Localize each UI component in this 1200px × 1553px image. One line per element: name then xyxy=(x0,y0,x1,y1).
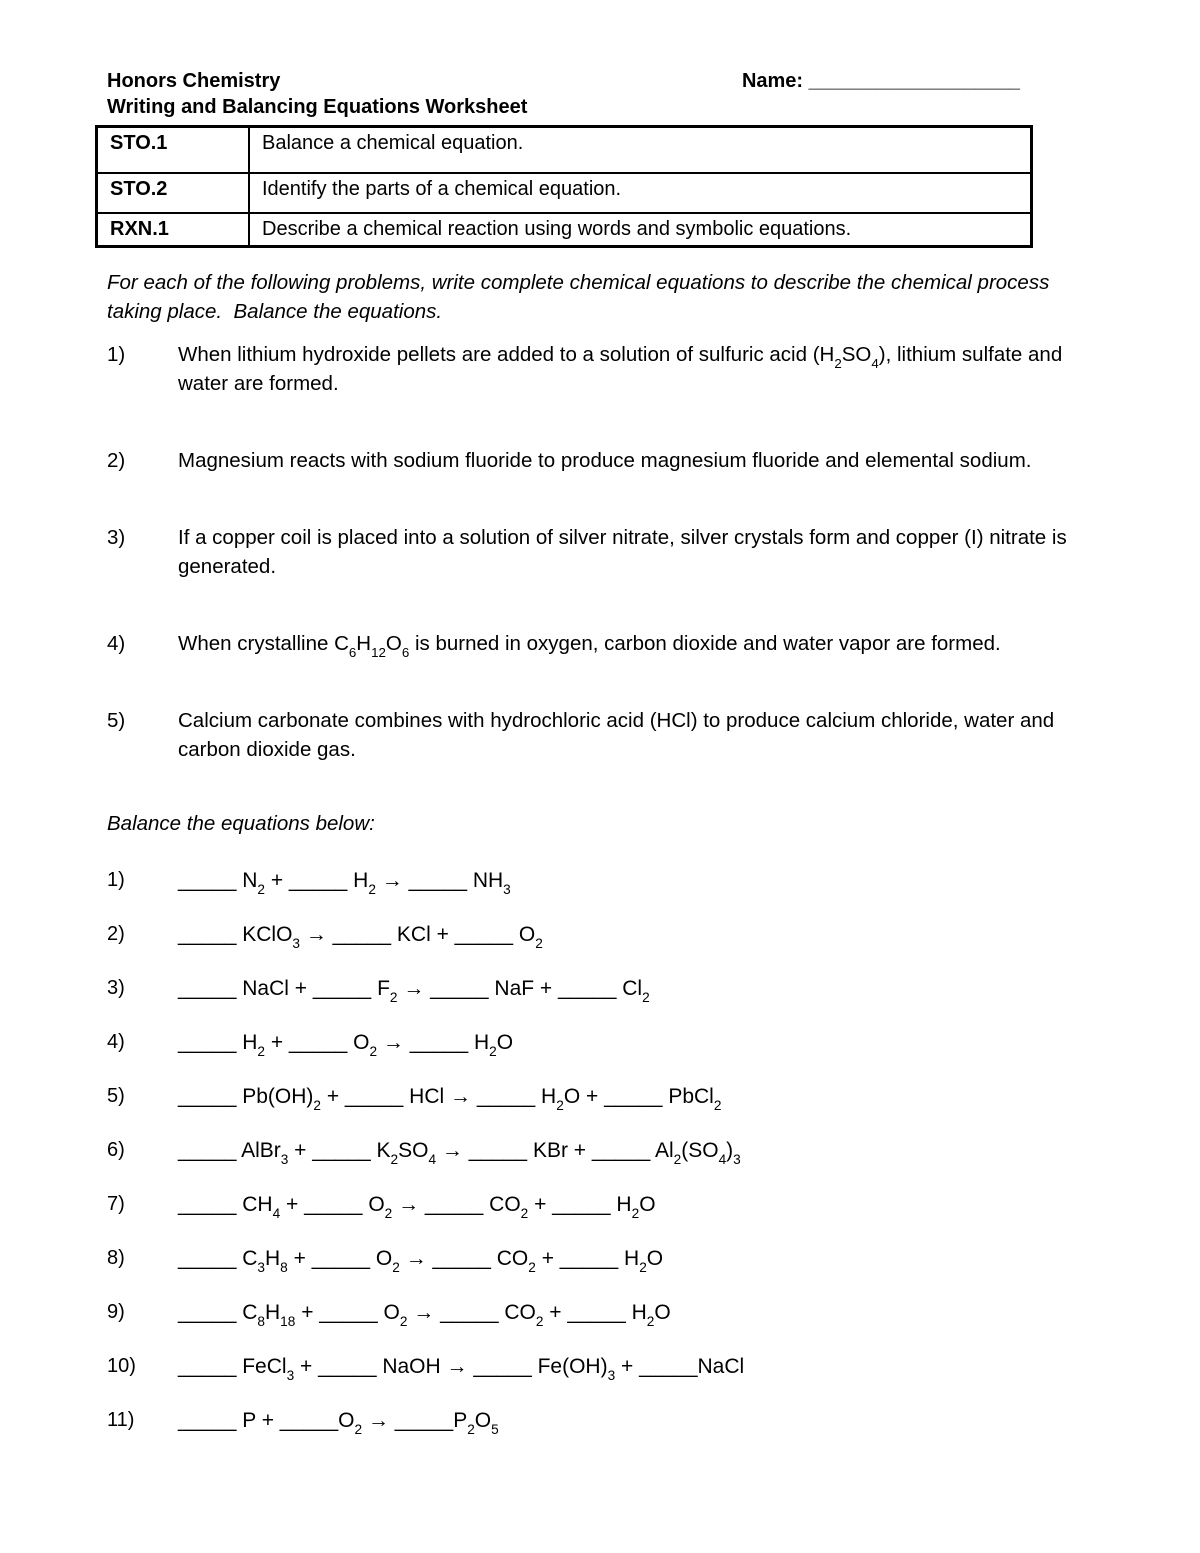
equation-formula: _____ $C_3H_8$ + _____ $O_2$ → _____ $CO_2$ + _____ $H_2O$ xyxy=(178,1247,664,1275)
objective-code: STO.1 xyxy=(97,127,250,174)
objectives-table xyxy=(95,125,1033,248)
equation-row xyxy=(107,1136,1105,1165)
objective-code: STO.2 xyxy=(97,173,250,213)
equation-row xyxy=(107,1082,1105,1111)
equation-row xyxy=(107,1028,1105,1057)
problem-text: If a copper coil is placed into a solution of silver nitrate, silver crystals form and copper (I) nitrate is generated. xyxy=(178,526,1067,578)
equation-row xyxy=(107,1406,1105,1435)
word-problem xyxy=(107,706,1105,764)
equation-row xyxy=(107,1352,1105,1381)
objective-description: Describe a chemical reaction using words and symbolic equations. xyxy=(249,213,1032,247)
balance-section-heading: Balance the equations below: xyxy=(107,812,375,835)
problem-text: When crystalline $C_6H_{12}O_6$ is burned in oxygen, carbon dioxide and water vapor are formed. xyxy=(178,632,1001,660)
problem-number: 4) xyxy=(107,632,126,655)
equation-row xyxy=(107,1298,1105,1327)
equation-number: 6) xyxy=(107,1139,125,1161)
problem-text: Magnesium reacts with sodium fluoride to produce magnesium fluoride and elemental sodium. xyxy=(178,449,1032,472)
equation-row xyxy=(107,1190,1105,1219)
equation-number: 10) xyxy=(107,1355,136,1377)
equation-formula: _____ FeCl$_3$ + _____ NaOH → _____ $Fe(OH)_3$ + _____NaCl xyxy=(178,1355,745,1383)
equation-row xyxy=(107,1244,1105,1273)
instructions-text: For each of the following problems, write complete chemical equations to describe the chemical process taking place. Balance the equations. xyxy=(107,271,1056,323)
name-label: Name: xyxy=(741,70,804,92)
equation-formula: _____ $Pb(OH)_2$ + _____ HCl → _____ $H_2O$ + _____ PbCl$_2$ xyxy=(178,1085,722,1113)
word-problem xyxy=(107,446,1105,475)
word-problems-section xyxy=(107,340,1105,764)
table-row xyxy=(97,213,1032,247)
equation-formula: _____ KClO$_3$ → _____ KCl + _____ $O_2$ xyxy=(178,923,543,951)
word-problem xyxy=(107,629,1105,658)
equation-number: 3) xyxy=(107,977,125,999)
word-problem xyxy=(107,340,1105,398)
objective-description: Balance a chemical equation. xyxy=(249,127,1032,174)
problem-text: When lithium hydroxide pellets are added to a solution of sulfuric acid $(H_2SO_4)$, lithium sulfate and water are formed. xyxy=(178,343,1063,395)
header xyxy=(107,68,1105,120)
equation-number: 9) xyxy=(107,1301,125,1323)
equation-number: 7) xyxy=(107,1193,125,1215)
balance-equations-section xyxy=(107,866,1105,1435)
course-title: Honors Chemistry xyxy=(107,70,281,92)
name-line xyxy=(742,68,1020,94)
equation-number: 2) xyxy=(107,923,125,945)
equation-formula: _____ $P + \_\_\_\_\_O_2$ → $\_\_\_\_\_P_2O_5$ xyxy=(178,1409,499,1437)
problem-number: 5) xyxy=(107,709,126,732)
equation-row xyxy=(107,866,1105,895)
problem-text: Calcium carbonate combines with hydrochloric acid (HCl) to produce calcium chloride, water and carbon dioxide gas. xyxy=(178,709,1055,761)
problem-number: 1) xyxy=(107,343,126,366)
equation-number: 8) xyxy=(107,1247,125,1269)
equation-row xyxy=(107,920,1105,949)
worksheet-title: Writing and Balancing Equations Worksheet xyxy=(107,96,528,118)
equation-formula: _____ $CH_4$ + _____ $O_2$ → _____ $CO_2$ + _____ $H_2O$ xyxy=(178,1193,656,1221)
equation-row xyxy=(107,974,1105,1003)
equation-formula: _____ $H_2$ + _____ $O_2$ → _____ $H_2O$ xyxy=(178,1031,514,1059)
name-blank-field[interactable]: ___________________ xyxy=(808,70,1020,92)
word-problem xyxy=(107,523,1105,581)
table-row xyxy=(97,173,1032,213)
objective-description: Identify the parts of a chemical equation. xyxy=(249,173,1032,213)
equation-number: 4) xyxy=(107,1031,125,1053)
table-row xyxy=(97,127,1032,174)
objective-code: RXN.1 xyxy=(97,213,250,247)
equation-formula: _____ NaCl + _____ $F_2$ → _____ NaF + _____ $Cl_2$ xyxy=(178,977,650,1005)
equation-number: 1) xyxy=(107,869,125,891)
equation-number: 11) xyxy=(107,1409,135,1431)
problem-number: 2) xyxy=(107,449,126,472)
equation-formula: _____ $N_2$ + _____ $H_2$ → _____ $NH_3$ xyxy=(178,869,511,897)
problem-number: 3) xyxy=(107,526,126,549)
equation-formula: _____ AlBr$_3$ + _____ $K_2SO_4$ → _____ KBr + _____ $Al_2(SO_4)_3$ xyxy=(178,1139,741,1167)
equation-formula: _____ $C_8H_{18}$ + _____ $O_2$ → _____ $CO_2$ + _____ $H_2O$ xyxy=(178,1301,671,1329)
equation-number: 5) xyxy=(107,1085,125,1107)
header-titles xyxy=(107,68,527,120)
